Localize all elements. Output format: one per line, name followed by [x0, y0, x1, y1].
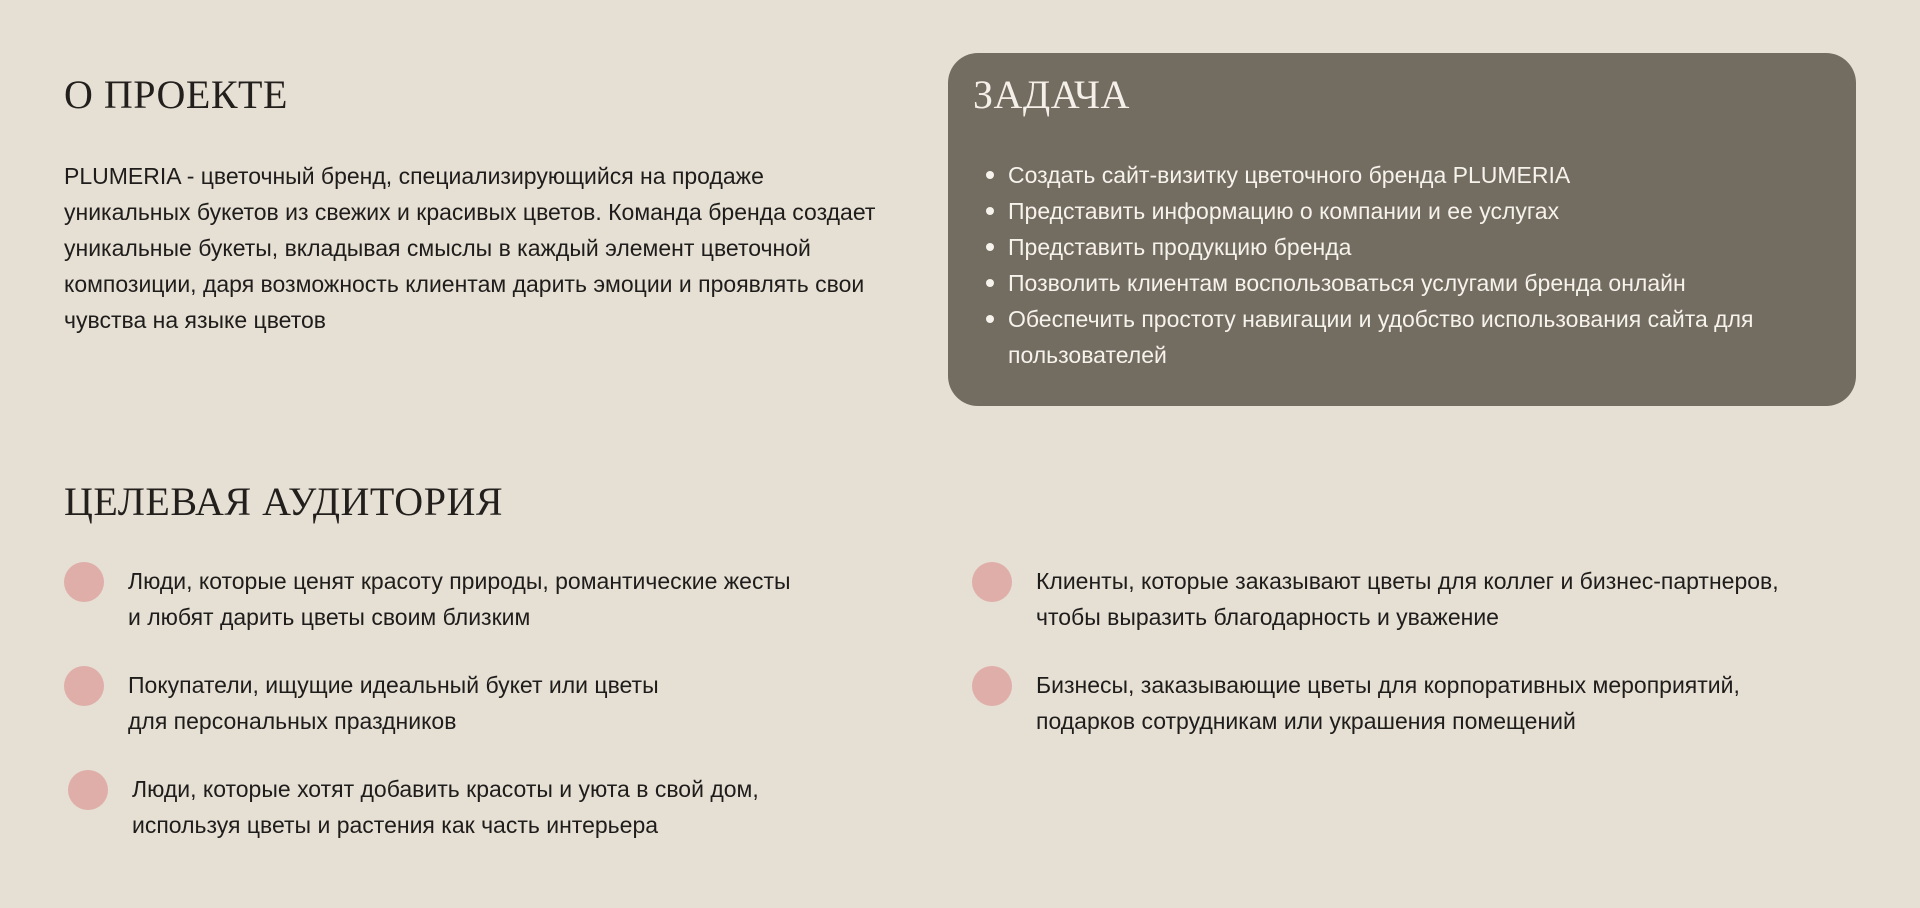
bullet-icon [986, 171, 994, 179]
circle-marker-icon [64, 562, 104, 602]
task-item-text: Обеспечить простоту навигации и удобство использования сайта для пользователей [1008, 306, 1754, 368]
circle-marker-icon [68, 770, 108, 810]
bullet-icon [986, 243, 994, 251]
task-item [1008, 193, 1828, 229]
audience-item-text: Покупатели, ищущие идеальный букет или цветы для персональных праздников [128, 672, 659, 734]
task-title: ЗАДАЧА [973, 72, 1130, 117]
task-item-text: Создать сайт-визитку цветочного бренда PLUMERIA [1008, 162, 1571, 188]
task-item [1008, 301, 1828, 373]
task-item [1008, 265, 1828, 301]
task-list [1008, 157, 1828, 373]
task-item-text: Представить информацию о компании и ее услугах [1008, 198, 1560, 224]
audience-item-text: Бизнесы, заказывающие цветы для корпоративных мероприятий, подарков сотрудникам или украшения помещений [1036, 672, 1740, 734]
audience-item-text: Клиенты, которые заказывают цветы для коллег и бизнес-партнеров, чтобы выразить благодарность и уважение [1036, 568, 1779, 630]
circle-marker-icon [972, 666, 1012, 706]
task-item-text: Представить продукцию бренда [1008, 234, 1352, 260]
circle-marker-icon [64, 666, 104, 706]
audience-title: ЦЕЛЕВАЯ АУДИТОРИЯ [64, 479, 504, 524]
task-item-text: Позволить клиентам воспользоваться услугами бренда онлайн [1008, 270, 1686, 296]
bullet-icon [986, 279, 994, 287]
task-card [948, 53, 1856, 406]
task-item [1008, 157, 1828, 193]
circle-marker-icon [972, 562, 1012, 602]
audience-item-text: Люди, которые ценят красоту природы, романтические жесты и любят дарить цветы своим близким [128, 568, 791, 630]
about-description: PLUMERIA - цветочный бренд, специализирующийся на продаже уникальных букетов из свежих и красивых цветов. Команда бренда создает уникальные букеты, вкладывая смыслы в каждый элемент цветочной композиции, даря возможность клиентам дарить эмоции и проявлять свои чувства на языке цветов [64, 163, 876, 333]
bullet-icon [986, 207, 994, 215]
task-item [1008, 229, 1828, 265]
bullet-icon [986, 315, 994, 323]
about-title: О ПРОЕКТЕ [64, 72, 288, 117]
audience-item-text: Люди, которые хотят добавить красоты и уюта в свой дом, используя цветы и растения как часть интерьера [132, 776, 759, 838]
